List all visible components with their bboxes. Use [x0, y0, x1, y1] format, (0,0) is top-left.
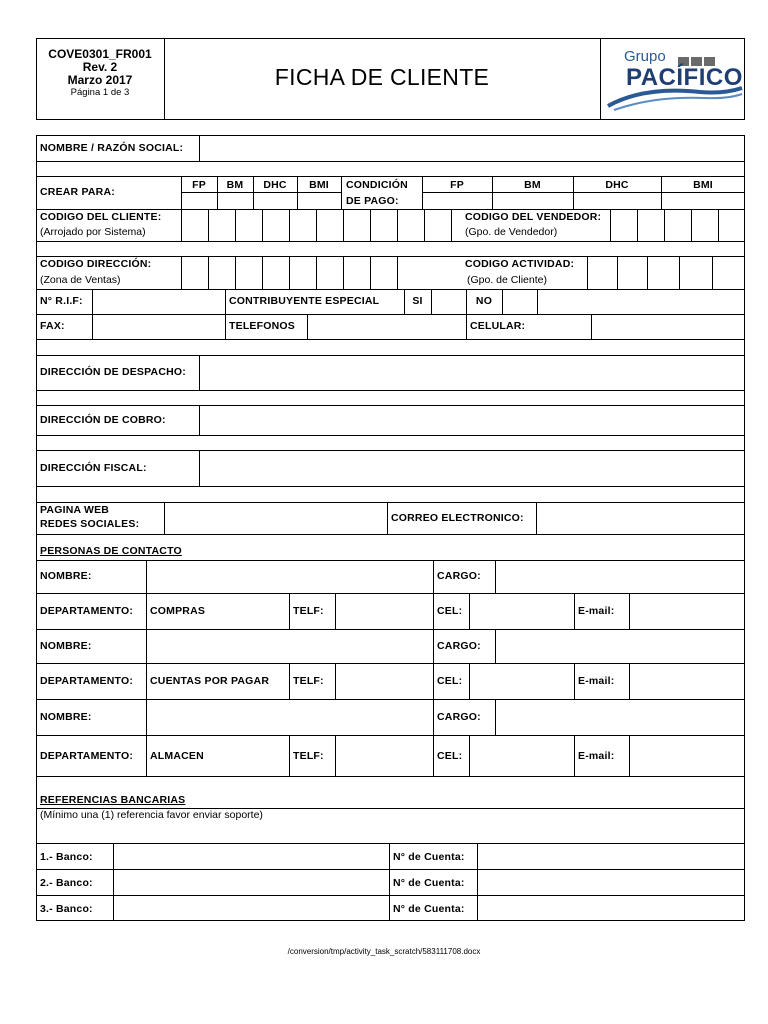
- codigo-vendedor-sub: (Gpo. de Vendedor): [465, 226, 558, 238]
- contribuyente-label: CONTRIBUYENTE ESPECIAL: [229, 295, 380, 307]
- contacto-2-cargo-label: CARGO:: [437, 640, 481, 652]
- contacto-3-nombre-label: NOMBRE:: [40, 711, 92, 723]
- condicion-pago-label-2: DE PAGO:: [346, 195, 399, 207]
- condicion-bmi-checkbox[interactable]: [662, 193, 745, 209]
- contacto-3-telf-field[interactable]: [336, 736, 433, 776]
- contacto-2-cel-label: CEL:: [437, 675, 463, 687]
- contacto-3-cel-label: CEL:: [437, 750, 463, 762]
- contacto-1-departamento-label: DEPARTAMENTO:: [40, 605, 134, 617]
- contacto-1-cel-label: CEL:: [437, 605, 463, 617]
- contacto-2-telf-label: TELF:: [293, 675, 324, 687]
- banco-1-field[interactable]: [114, 844, 389, 869]
- contacto-2-nombre-label: NOMBRE:: [40, 640, 92, 652]
- crear-bmi-checkbox[interactable]: [298, 193, 341, 209]
- crear-para-label: CREAR PARA:: [40, 186, 115, 198]
- redes-sociales-label: REDES SOCIALES:: [40, 518, 140, 530]
- direccion-fiscal-label: DIRECCIÓN FISCAL:: [40, 462, 147, 474]
- celular-field[interactable]: [592, 315, 745, 339]
- referencias-note: (Mínimo una (1) referencia favor enviar soporte): [40, 809, 263, 821]
- fax-field[interactable]: [93, 315, 225, 339]
- telefonos-label: TELEFONOS: [229, 320, 295, 332]
- banco-2-cuenta-label: N° de Cuenta:: [393, 877, 465, 889]
- contacto-1-nombre-field[interactable]: [147, 561, 433, 593]
- contacto-1-email-label: E-mail:: [578, 605, 615, 617]
- direccion-despacho-label: DIRECCIÓN DE DESPACHO:: [40, 366, 186, 378]
- contacto-3-nombre-field[interactable]: [147, 700, 433, 735]
- codigo-cliente-field[interactable]: [182, 210, 451, 241]
- logo-big-text: PACÍFICO: [626, 64, 743, 91]
- contacto-2-departamento-value: CUENTAS POR PAGAR: [150, 675, 270, 687]
- condicion-fp-checkbox[interactable]: [423, 193, 492, 209]
- direccion-fiscal-field[interactable]: [200, 451, 745, 486]
- banco-1-cuenta-field[interactable]: [478, 844, 745, 869]
- referencias-heading: REFERENCIAS BANCARIAS: [40, 794, 186, 806]
- condicion-dhc-checkbox[interactable]: [574, 193, 661, 209]
- codigo-actividad-sub: (Gpo. de Cliente): [467, 274, 547, 286]
- banco-2-cuenta-field[interactable]: [478, 870, 745, 895]
- codigo-cliente-label: CODIGO DEL CLIENTE:: [40, 211, 162, 223]
- codigo-actividad-label: CODIGO ACTIVIDAD:: [465, 258, 575, 270]
- company-logo: [604, 42, 744, 116]
- contribuyente-no-checkbox[interactable]: [503, 290, 537, 314]
- nombre-razon-social-label: NOMBRE / RAZÓN SOCIAL:: [40, 142, 184, 154]
- contacto-2-email-field[interactable]: [630, 664, 745, 699]
- contactos-heading: PERSONAS DE CONTACTO: [40, 545, 182, 557]
- correo-electronico-label: CORREO ELECTRONICO:: [391, 512, 524, 524]
- crear-col-fp: FP: [192, 179, 206, 191]
- fax-label: FAX:: [40, 320, 65, 332]
- contacto-1-cel-field[interactable]: [470, 594, 574, 629]
- celular-label: CELULAR:: [470, 320, 526, 332]
- contacto-2-telf-field[interactable]: [336, 664, 433, 699]
- contacto-1-email-field[interactable]: [630, 594, 745, 629]
- condicion-col-bm: BM: [524, 179, 541, 191]
- crear-dhc-checkbox[interactable]: [254, 193, 297, 209]
- contacto-1-cargo-field[interactable]: [496, 561, 745, 593]
- codigo-vendedor-label: CODIGO DEL VENDEDOR:: [465, 211, 602, 223]
- condicion-col-dhc: DHC: [605, 179, 629, 191]
- contacto-2-cel-field[interactable]: [470, 664, 574, 699]
- pagina-web-label: PAGINA WEB: [40, 504, 110, 516]
- contacto-3-email-label: E-mail:: [578, 750, 615, 762]
- document-rev: Rev. 2: [82, 60, 118, 74]
- footer-path: /conversion/tmp/activity_task_scratch/583111708.docx: [287, 947, 481, 956]
- direccion-despacho-field[interactable]: [200, 356, 745, 390]
- correo-electronico-field[interactable]: [537, 503, 745, 534]
- crear-col-bm: BM: [226, 179, 244, 191]
- crear-fp-checkbox[interactable]: [182, 193, 217, 209]
- contacto-3-cel-field[interactable]: [470, 736, 574, 776]
- contacto-3-email-field[interactable]: [630, 736, 745, 776]
- contacto-3-departamento-value: ALMACEN: [150, 750, 204, 762]
- crear-bm-checkbox[interactable]: [218, 193, 253, 209]
- telefonos-field[interactable]: [308, 315, 466, 339]
- contribuyente-no-label: NO: [475, 295, 493, 307]
- codigo-direccion-field[interactable]: [182, 257, 397, 289]
- codigo-actividad-field[interactable]: [588, 257, 745, 289]
- nombre-razon-social-field[interactable]: [200, 136, 744, 160]
- direccion-cobro-label: DIRECCIÓN DE COBRO:: [40, 414, 166, 426]
- condicion-col-bmi: BMI: [693, 179, 713, 191]
- contacto-1-cargo-label: CARGO:: [437, 570, 481, 582]
- condicion-pago-label-1: CONDICIÓN: [346, 179, 408, 191]
- contacto-3-cargo-field[interactable]: [496, 700, 745, 735]
- crear-col-bmi: BMI: [309, 179, 329, 191]
- contacto-3-departamento-label: DEPARTAMENTO:: [40, 750, 134, 762]
- banco-1-label: 1.- Banco:: [40, 851, 93, 863]
- crear-col-dhc: DHC: [263, 179, 287, 191]
- contacto-1-telf-label: TELF:: [293, 605, 324, 617]
- banco-3-cuenta-label: N° de Cuenta:: [393, 903, 465, 915]
- contribuyente-si-checkbox[interactable]: [432, 290, 466, 314]
- contacto-2-email-label: E-mail:: [578, 675, 615, 687]
- condicion-bm-checkbox[interactable]: [493, 193, 573, 209]
- contacto-2-cargo-field[interactable]: [496, 630, 745, 663]
- contacto-3-cargo-label: CARGO:: [437, 711, 481, 723]
- codigo-cliente-sub: (Arrojado por Sistema): [40, 226, 146, 238]
- contacto-2-nombre-field[interactable]: [147, 630, 433, 663]
- document-code: COVE0301_FR001: [48, 47, 152, 61]
- codigo-direccion-label: CODIGO DIRECCIÓN:: [40, 258, 152, 270]
- direccion-cobro-field[interactable]: [200, 406, 745, 435]
- banco-3-field[interactable]: [114, 896, 389, 921]
- contacto-2-departamento-label: DEPARTAMENTO:: [40, 675, 134, 687]
- logo-small-text: Grupo: [624, 48, 666, 65]
- rif-label: N° R.I.F:: [40, 295, 83, 307]
- banco-2-label: 2.- Banco:: [40, 877, 93, 889]
- document-page: Página 1 de 3: [70, 87, 130, 98]
- banco-3-label: 3.- Banco:: [40, 903, 93, 915]
- document-date: Marzo 2017: [67, 73, 133, 87]
- contacto-1-nombre-label: NOMBRE:: [40, 570, 92, 582]
- contacto-1-telf-field[interactable]: [336, 594, 433, 629]
- header-divider-right: [600, 38, 601, 120]
- condicion-col-fp: FP: [450, 179, 464, 191]
- pagina-web-field[interactable]: [165, 503, 387, 534]
- banco-2-field[interactable]: [114, 870, 389, 895]
- contacto-3-telf-label: TELF:: [293, 750, 324, 762]
- page-title: FICHA DE CLIENTE: [274, 64, 490, 90]
- wave-icon: [604, 84, 744, 114]
- codigo-direccion-sub: (Zona de Ventas): [40, 274, 121, 286]
- contribuyente-si-label: SI: [412, 295, 423, 307]
- banco-3-cuenta-field[interactable]: [478, 896, 745, 921]
- banco-1-cuenta-label: N° de Cuenta:: [393, 851, 465, 863]
- codigo-vendedor-field[interactable]: [611, 210, 745, 241]
- contacto-1-departamento-value: COMPRAS: [150, 605, 206, 617]
- document-code-block: [36, 48, 164, 99]
- rif-field[interactable]: [93, 290, 225, 314]
